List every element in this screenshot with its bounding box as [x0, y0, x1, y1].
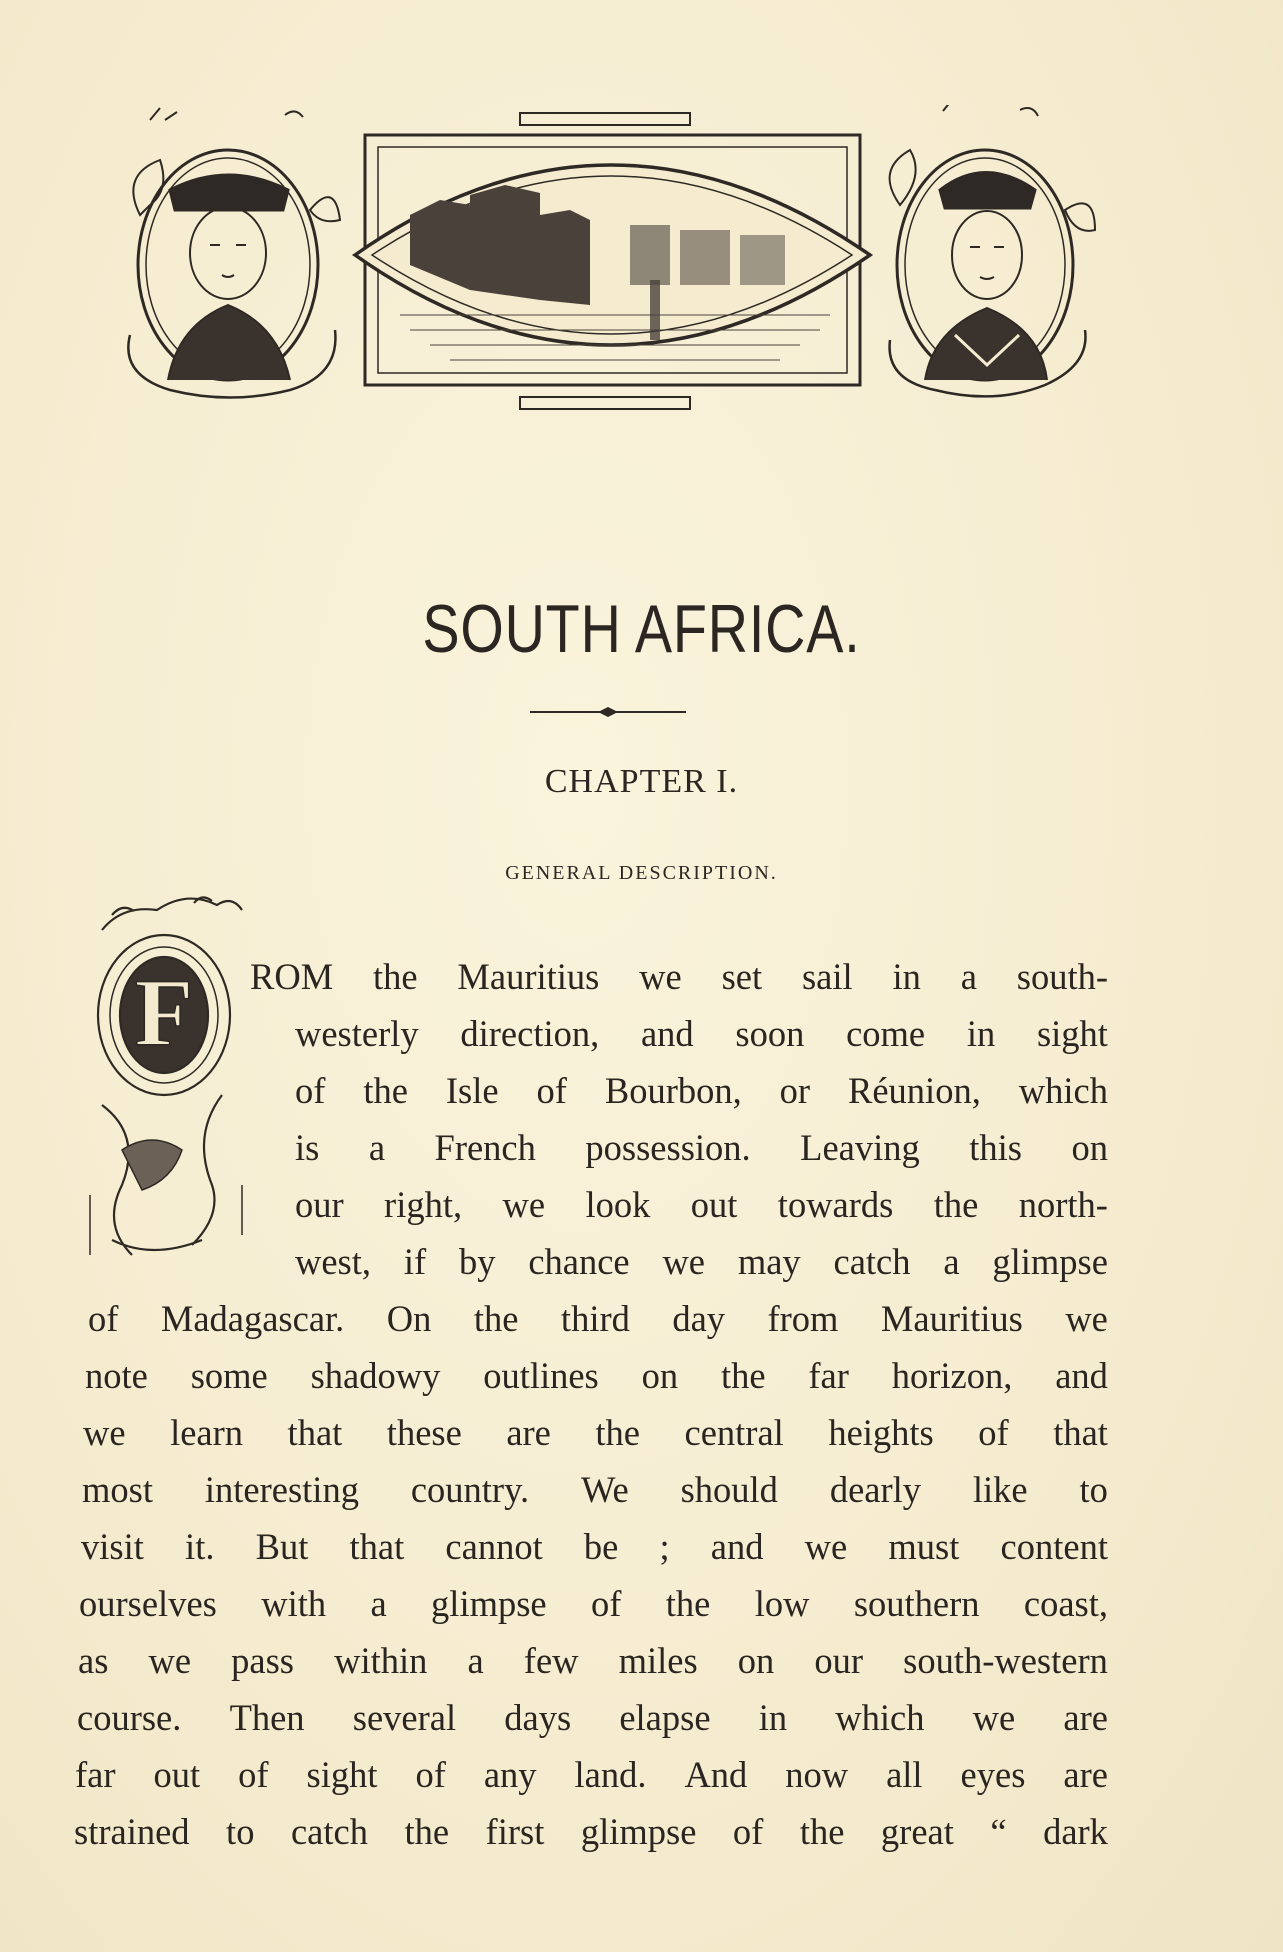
- body-word: Isle: [445, 1070, 499, 1111]
- body-word: We: [580, 1469, 629, 1510]
- body-word: south-: [1016, 956, 1108, 997]
- body-word: the: [363, 1070, 408, 1111]
- body-word: note: [85, 1355, 148, 1396]
- body-line: [82, 1468, 1108, 1511]
- body-word: dearly: [829, 1469, 922, 1510]
- body-word: direction,: [460, 1013, 600, 1054]
- body-word: course.: [77, 1697, 182, 1738]
- body-word: of: [732, 1811, 764, 1852]
- body-word: must: [888, 1526, 960, 1567]
- body-word: that: [287, 1412, 343, 1453]
- body-word: within: [334, 1640, 428, 1681]
- body-word: land.: [574, 1754, 647, 1795]
- body-word: if: [403, 1241, 427, 1282]
- body-word: of: [238, 1754, 269, 1795]
- body-word: interesting: [204, 1469, 359, 1510]
- body-word: Mauritius: [457, 956, 600, 997]
- body-word: low: [754, 1583, 810, 1624]
- body-word: to: [226, 1811, 255, 1852]
- body-word: we: [639, 956, 682, 997]
- body-word: is: [295, 1127, 320, 1168]
- body-word: out: [690, 1184, 738, 1225]
- body-line: [85, 1354, 1108, 1397]
- body-word: the: [720, 1355, 766, 1396]
- body-line: [83, 1411, 1108, 1454]
- body-word: of: [415, 1754, 446, 1795]
- body-word: glimpse: [431, 1583, 547, 1624]
- body-word: as: [78, 1640, 109, 1681]
- body-word: the: [799, 1811, 845, 1852]
- body-word: the: [665, 1583, 711, 1624]
- body-word: out: [153, 1754, 201, 1795]
- body-word: southern: [853, 1583, 980, 1624]
- body-word: that: [349, 1526, 405, 1567]
- body-word: by: [458, 1241, 496, 1282]
- headpiece-engraving: [110, 105, 1110, 425]
- body-line: [295, 1183, 1108, 1226]
- body-word: day: [672, 1298, 726, 1339]
- body-word: in: [758, 1697, 788, 1738]
- body-word: in: [966, 1013, 996, 1054]
- body-word: our: [814, 1640, 864, 1681]
- body-word: on: [641, 1355, 679, 1396]
- body-word: Leaving: [800, 1127, 920, 1168]
- body-word: westerly: [295, 1013, 419, 1054]
- body-word: ROM: [250, 956, 334, 997]
- chapter-heading: CHAPTER I.: [544, 763, 739, 800]
- body-word: content: [1000, 1526, 1108, 1567]
- center-vignette: [355, 113, 870, 409]
- body-word: glimpse: [580, 1811, 697, 1852]
- body-word: sight: [306, 1754, 378, 1795]
- book-title: SOUTH AFRICA.: [422, 591, 861, 667]
- body-word: of: [295, 1070, 326, 1111]
- body-word: sight: [1036, 1013, 1108, 1054]
- body-line: [250, 955, 1108, 998]
- body-word: come: [846, 1013, 926, 1054]
- body-word: which: [1018, 1070, 1108, 1111]
- body-word: we: [804, 1526, 848, 1567]
- body-word: are: [506, 1412, 551, 1453]
- body-word: we: [1065, 1298, 1108, 1339]
- body-word: south-western: [903, 1640, 1108, 1681]
- body-word: a: [368, 1127, 386, 1168]
- body-word: elapse: [619, 1697, 711, 1738]
- body-word: few: [523, 1640, 579, 1681]
- body-word: should: [680, 1469, 778, 1510]
- body-word: a: [370, 1583, 387, 1624]
- body-word: be: [583, 1526, 619, 1567]
- body-word: and: [1055, 1355, 1108, 1396]
- body-word: miles: [618, 1640, 698, 1681]
- body-word: central: [684, 1412, 784, 1453]
- body-word: the: [404, 1811, 450, 1852]
- body-word: look: [585, 1184, 651, 1225]
- body-word: right,: [384, 1184, 463, 1225]
- body-word: “: [990, 1811, 1007, 1852]
- body-word: of: [536, 1070, 567, 1111]
- body-line: [295, 1126, 1108, 1169]
- body-word: visit: [81, 1526, 144, 1567]
- body-word: all: [886, 1754, 923, 1795]
- body-word: Mauritius: [880, 1298, 1023, 1339]
- body-line: [77, 1696, 1108, 1739]
- body-word: glimpse: [992, 1241, 1108, 1282]
- body-word: ;: [659, 1526, 670, 1567]
- body-word: And: [684, 1754, 748, 1795]
- body-word: these: [386, 1412, 462, 1453]
- body-word: to: [1079, 1469, 1108, 1510]
- body-word: third: [560, 1298, 630, 1339]
- body-word: set: [721, 956, 763, 997]
- body-word: Réunion,: [848, 1070, 981, 1111]
- body-word: catch: [833, 1241, 911, 1282]
- body-word: we: [148, 1640, 192, 1681]
- body-word: of: [88, 1298, 119, 1339]
- body-word: heights: [828, 1412, 934, 1453]
- body-word: horizon,: [891, 1355, 1013, 1396]
- body-word: the: [473, 1298, 519, 1339]
- body-word: west,: [295, 1241, 372, 1282]
- body-word: dark: [1043, 1811, 1108, 1852]
- body-word: any: [483, 1754, 537, 1795]
- body-word: days: [504, 1697, 572, 1738]
- body-word: that: [1053, 1412, 1108, 1453]
- body-word: of: [978, 1412, 1009, 1453]
- body-word: On: [386, 1298, 432, 1339]
- body-word: first: [485, 1811, 545, 1852]
- body-word: a: [943, 1241, 960, 1282]
- title-ornament-rule: [530, 705, 686, 719]
- body-word: the: [933, 1184, 979, 1225]
- body-word: pass: [231, 1640, 295, 1681]
- body-word: may: [737, 1241, 801, 1282]
- body-word: far: [808, 1355, 849, 1396]
- right-portrait: [890, 105, 1095, 396]
- body-word: far: [75, 1754, 116, 1795]
- body-word: towards: [777, 1184, 894, 1225]
- body-word: learn: [170, 1412, 244, 1453]
- body-word: on: [1071, 1127, 1108, 1168]
- body-line: [295, 1240, 1108, 1283]
- body-word: from: [767, 1298, 839, 1339]
- body-word: shadowy: [310, 1355, 441, 1396]
- body-word: But: [255, 1526, 309, 1567]
- body-word: and: [710, 1526, 764, 1567]
- body-word: we: [662, 1241, 706, 1282]
- body-word: outlines: [483, 1355, 599, 1396]
- body-word: this: [969, 1127, 1022, 1168]
- body-word: several: [352, 1697, 457, 1738]
- drop-cap-letter: F: [134, 959, 194, 1066]
- body-line: [295, 1012, 1108, 1055]
- body-word: on: [737, 1640, 775, 1681]
- body-word: which: [835, 1697, 925, 1738]
- body-word: a: [960, 956, 977, 997]
- body-line: [79, 1582, 1108, 1625]
- body-word: in: [892, 956, 921, 997]
- body-word: and: [640, 1013, 694, 1054]
- body-word: of: [590, 1583, 622, 1624]
- body-word: Then: [229, 1697, 305, 1738]
- body-word: ourselves: [79, 1583, 217, 1624]
- body-word: our: [295, 1184, 344, 1225]
- body-word: French: [434, 1127, 536, 1168]
- body-word: north-: [1018, 1184, 1108, 1225]
- body-word: strained: [74, 1811, 190, 1852]
- body-word: great: [880, 1811, 954, 1852]
- body-line: [295, 1069, 1108, 1112]
- body-line: [88, 1297, 1108, 1340]
- body-word: eyes: [960, 1754, 1026, 1795]
- body-word: some: [190, 1355, 268, 1396]
- body-word: sail: [801, 956, 853, 997]
- body-word: catch: [290, 1811, 368, 1852]
- body-word: are: [1063, 1697, 1108, 1738]
- body-word: chance: [528, 1241, 630, 1282]
- body-line: [78, 1639, 1108, 1682]
- body-word: Madagascar.: [160, 1298, 345, 1339]
- body-word: soon: [735, 1013, 805, 1054]
- body-word: now: [785, 1754, 849, 1795]
- body-word: we: [502, 1184, 546, 1225]
- body-word: are: [1063, 1754, 1108, 1795]
- body-word: most: [82, 1469, 153, 1510]
- left-portrait: [128, 108, 340, 398]
- body-word: coast,: [1023, 1583, 1108, 1624]
- body-word: the: [373, 956, 418, 997]
- body-word: it.: [185, 1526, 215, 1567]
- section-heading: GENERAL DESCRIPTION.: [505, 862, 778, 884]
- body-word: the: [595, 1412, 640, 1453]
- body-word: with: [261, 1583, 327, 1624]
- body-word: country.: [410, 1469, 530, 1510]
- body-word: like: [972, 1469, 1028, 1510]
- body-line: [75, 1753, 1108, 1796]
- body-word: Bourbon,: [604, 1070, 742, 1111]
- body-line: [74, 1810, 1108, 1853]
- body-word: or: [779, 1070, 811, 1111]
- body-word: we: [83, 1412, 126, 1453]
- body-word: cannot: [445, 1526, 543, 1567]
- body-word: a: [467, 1640, 484, 1681]
- body-line: [81, 1525, 1108, 1568]
- body-word: possession.: [585, 1127, 751, 1168]
- body-word: we: [972, 1697, 1016, 1738]
- ornamental-drop-cap: [82, 895, 247, 1280]
